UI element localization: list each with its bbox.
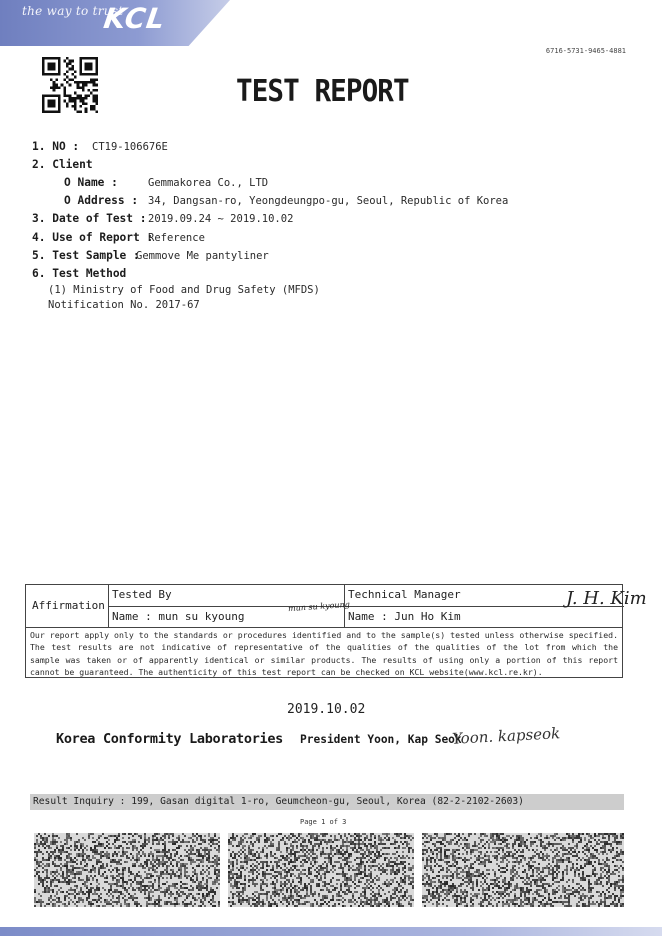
security-pattern-3 [422,833,624,907]
field-date-label: 3. Date of Test : [32,212,147,225]
document-id: 6716-5731-9465-4881 [545,47,626,55]
page-number: Page 1 of 3 [300,818,347,826]
footer-bar [0,927,662,936]
kcl-logo: KCL [101,2,168,35]
technical-manager-label: Technical Manager [348,588,461,601]
affirmation-label: Affirmation [32,599,105,612]
field-date-value: 2019.09.24 ~ 2019.10.02 [148,213,294,225]
qr-code-icon [40,57,100,113]
field-no-label: 1. NO : [32,140,80,153]
field-no-value: CT19-106676E [92,141,168,153]
tester-signature: mun su kyoung [287,599,351,614]
header-tagline: the way to trust [22,4,124,18]
field-sample-value: Gemmove Me pantyliner [136,250,269,262]
field-sample-label: 5. Test Sample : [32,249,140,262]
field-method-label: 6. Test Method [32,267,127,280]
tester-name: Name : mun su kyoung [112,610,245,623]
affirmation-table [25,584,647,628]
manager-name: Name : Jun Ho Kim [348,610,461,623]
field-name-label: O Name : [64,176,118,189]
field-name-value: Gemmakorea Co., LTD [148,177,269,189]
security-pattern-1 [34,833,220,907]
field-use-value: Reference [148,232,205,244]
president-name: President Yoon, Kap Seok [300,733,462,746]
field-use-label: 4. Use of Report : [32,231,154,244]
field-address-value: 34, Dangsan-ro, Yeongdeungpo-gu, Seoul, Republic of Korea [148,195,509,207]
president-signature: Yoon. kapseok [451,724,561,748]
field-method-line2: Notification No. 2017-67 [48,299,200,311]
field-client-label: 2. Client [32,158,93,171]
field-method-line1: (1) Ministry of Food and Drug Safety (MFDS) [48,284,320,296]
result-inquiry: Result Inquiry : 199, Gasan digital 1-ro, Geumcheon-gu, Seoul, Korea (82-2-2102-2603) [30,794,624,810]
field-address-label: O Address : [64,194,139,207]
tested-by-label: Tested By [112,588,172,601]
affirmation-note: Our report apply only to the standards or procedures identified and to the sample(s) tested unless otherwise specified. The test results are not indicative of representative of the qualities of the qualities of the lot from which the sample was taken or of apparently identical or similar products. The results of using only a portion of this report cannot be guaranteed. The authenticity of this test report can be checked on KCL website(www.kcl.re.kr). [25,627,623,678]
manager-signature: J. H. Kim [566,588,647,609]
organization-name: Korea Conformity Laboratories [56,731,284,747]
page-title: TEST REPORT [236,74,409,109]
security-pattern-2 [228,833,414,907]
issue-date: 2019.10.02 [287,702,366,717]
